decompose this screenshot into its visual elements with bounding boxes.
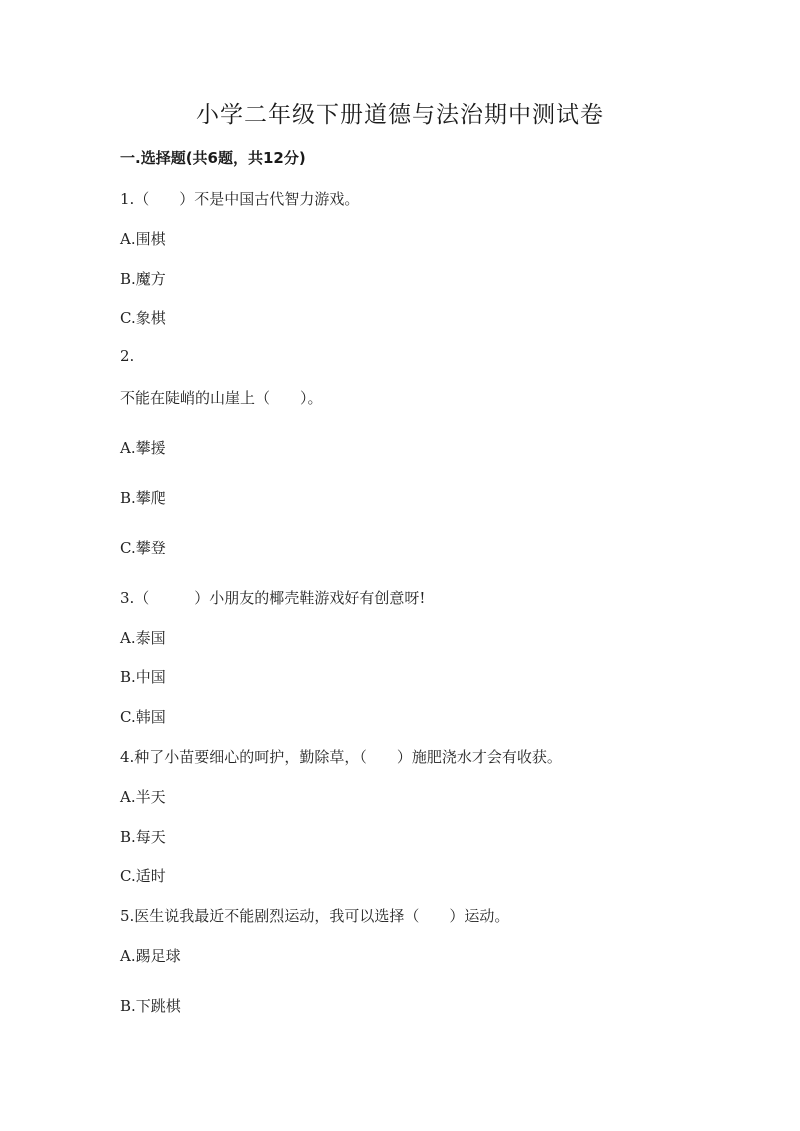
question-2-option-a: A.攀援 xyxy=(120,439,166,457)
question-5-option-b: B.下跳棋 xyxy=(120,997,181,1015)
section-heading: 一.选择题(共6题，共12分) xyxy=(120,149,306,167)
question-1-option-b: B.魔方 xyxy=(120,270,166,288)
question-4-option-b: B.每天 xyxy=(120,828,166,846)
question-1-option-c: C.象棋 xyxy=(120,309,166,327)
question-3-option-c: C.韩国 xyxy=(120,708,166,726)
question-2-number: 2. xyxy=(120,347,135,365)
question-3-option-a: A.泰国 xyxy=(120,629,166,647)
question-2-option-c: C.攀登 xyxy=(120,539,166,557)
question-4-option-a: A.半天 xyxy=(120,788,166,806)
question-4-stem: 4.种了小苗要细心的呵护，勤除草，（ ）施肥浇水才会有收获。 xyxy=(120,748,562,766)
question-1-option-a: A.围棋 xyxy=(120,230,166,248)
question-4-option-c: C.适时 xyxy=(120,867,166,885)
question-5-option-a: A.踢足球 xyxy=(120,947,181,965)
question-3-stem: 3.（ ）小朋友的椰壳鞋游戏好有创意呀! xyxy=(120,589,426,607)
page-title: 小学二年级下册道德与法治期中测试卷 xyxy=(196,102,604,128)
question-5-stem: 5.医生说我最近不能剧烈运动，我可以选择（ ）运动。 xyxy=(120,907,510,925)
question-3-option-b: B.中国 xyxy=(120,668,166,686)
question-1-stem: 1.（ ）不是中国古代智力游戏。 xyxy=(120,190,360,208)
question-2-stem: 不能在陡峭的山崖上（ ）。 xyxy=(120,389,323,407)
question-2-option-b: B.攀爬 xyxy=(120,489,166,507)
